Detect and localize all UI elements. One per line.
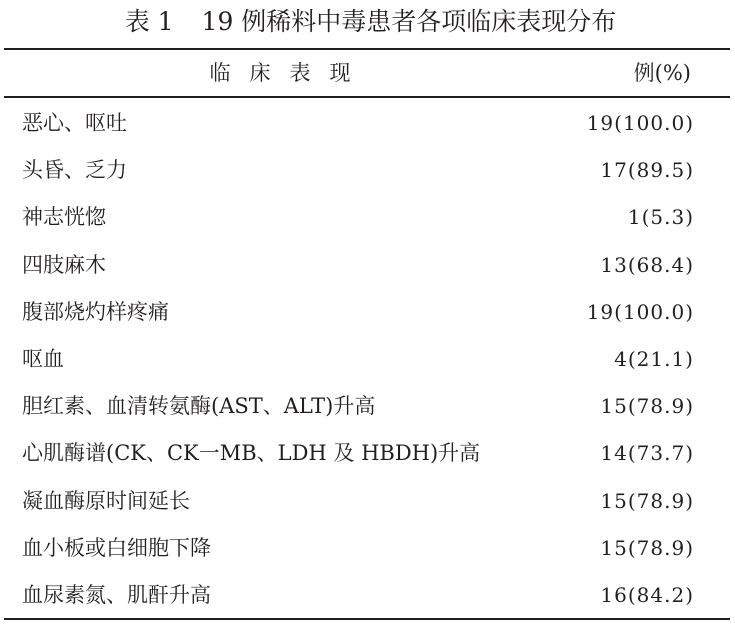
count-cell: 1(5.3): [627, 205, 694, 230]
table-row: [0, 478, 735, 525]
count-cell: 17(89.5): [600, 158, 694, 183]
header-symptom: 临床表现: [209, 61, 370, 85]
symptom-cell: 腹部烧灼样疼痛: [22, 299, 169, 324]
table-row: [0, 289, 735, 336]
table-caption: [0, 4, 735, 40]
table-title: 19 例稀料中毒患者各项临床表现分布: [201, 7, 617, 36]
count-cell: 15(78.9): [600, 488, 694, 513]
bottom-rule: [4, 618, 730, 620]
table-row: [0, 194, 735, 241]
table-body: [0, 100, 735, 619]
table-header: [0, 52, 735, 94]
table-row: [0, 100, 735, 147]
count-cell: 19(100.0): [586, 111, 694, 135]
symptom-cell: 神志恍惚: [22, 205, 106, 230]
count-cell: 4(21.1): [614, 346, 694, 371]
table-row: [0, 383, 735, 430]
table-row: [0, 525, 735, 572]
table-number: 表 1: [124, 7, 174, 36]
symptom-cell: 四肢麻木: [22, 252, 106, 277]
symptom-cell: 呕血: [22, 346, 64, 371]
symptom-cell: 血小板或白细胞下降: [22, 535, 211, 560]
table-row: [0, 430, 735, 477]
top-rule: [4, 48, 730, 50]
symptom-cell: 胆红素、血清转氨酶(AST、ALT)升高: [22, 394, 376, 419]
count-cell: 13(68.4): [600, 252, 694, 277]
symptom-cell: 头昏、乏力: [22, 158, 127, 183]
table-row: [0, 572, 735, 619]
symptom-cell: 凝血酶原时间延长: [22, 488, 190, 513]
header-rule: [4, 96, 730, 98]
table-row: [0, 147, 735, 194]
symptom-cell: 心肌酶谱(CK、CK一MB、LDH 及 HBDH)升高: [22, 441, 481, 466]
count-cell: 16(84.2): [600, 582, 694, 607]
symptom-cell: 恶心、呕吐: [22, 111, 127, 135]
table-row: [0, 242, 735, 289]
symptom-cell: 血尿素氮、肌酐升高: [22, 582, 211, 607]
table-row: [0, 336, 735, 383]
count-cell: 15(78.9): [600, 535, 694, 560]
count-cell: 14(73.7): [600, 441, 694, 466]
count-cell: 15(78.9): [600, 394, 694, 419]
header-count: 例(%): [633, 61, 691, 85]
count-cell: 19(100.0): [586, 299, 694, 324]
